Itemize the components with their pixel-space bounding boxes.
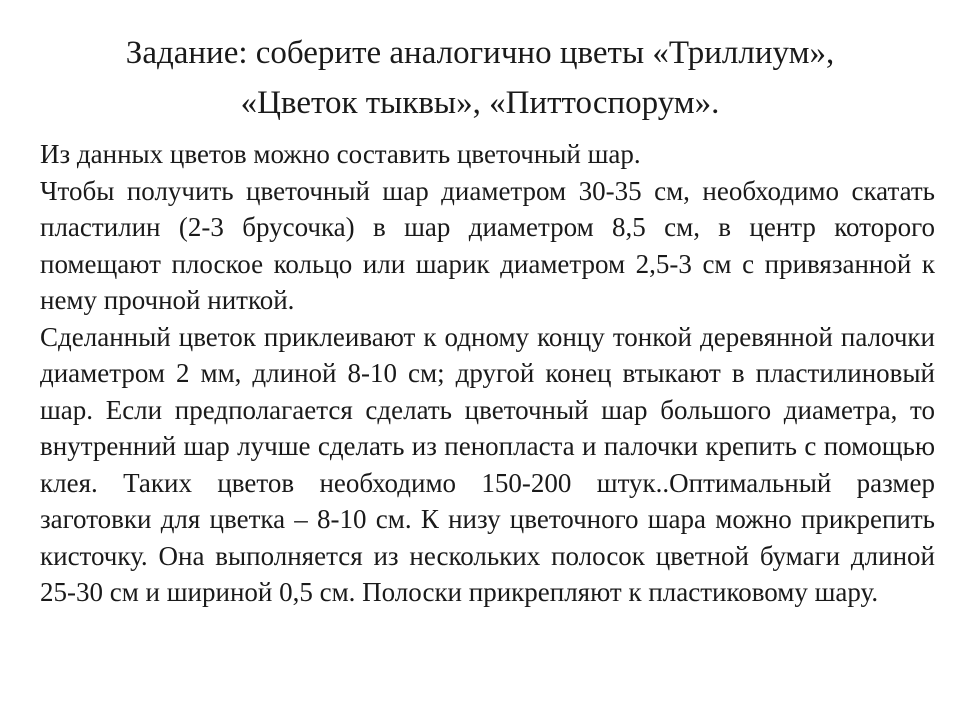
title-line-1: Задание: соберите аналогично цветы «Триллиум», — [125, 35, 835, 71]
slide-body — [40, 136, 935, 611]
title-line-2: «Цветок тыквы», «Питтоспорум». — [240, 85, 720, 121]
paragraph-intro: Из данных цветов можно составить цветочный шар. — [40, 139, 641, 169]
paragraph-ball-preparation: Чтобы получить цветочный шар диаметром 30-35 см, необходимо скатать пластилин (2-3 брусочка) в шар диаметром 8,5 см, в центр которого помещают плоское кольцо или шарик диаметром 2,5-3 см с привязанной к нему прочной ниткой. — [40, 175, 935, 315]
paragraph-assembly-instructions: Сделанный цветок приклеивают к одному концу тонкой деревянной палочки диаметром 2 мм, длиной 8-10 см; другой конец втыкают в пластилиновый шар. Если предполагается сделать цветочный шар большого диаметра, то внутренний шар лучше сделать из пенопласта и палочки крепить с помощью клея. Таких цветов необходимо 150-200 штук..Оптимальный размер заготовки для цветка – 8-10 см. К низу цветочного шара можно прикрепить кисточку. Она выполняется из нескольких полосок цветной бумаги длиной 25-30 см и шириной 0,5 см. Полоски прикрепляют к пластиковому шару. — [40, 321, 935, 607]
slide-title — [40, 28, 920, 128]
